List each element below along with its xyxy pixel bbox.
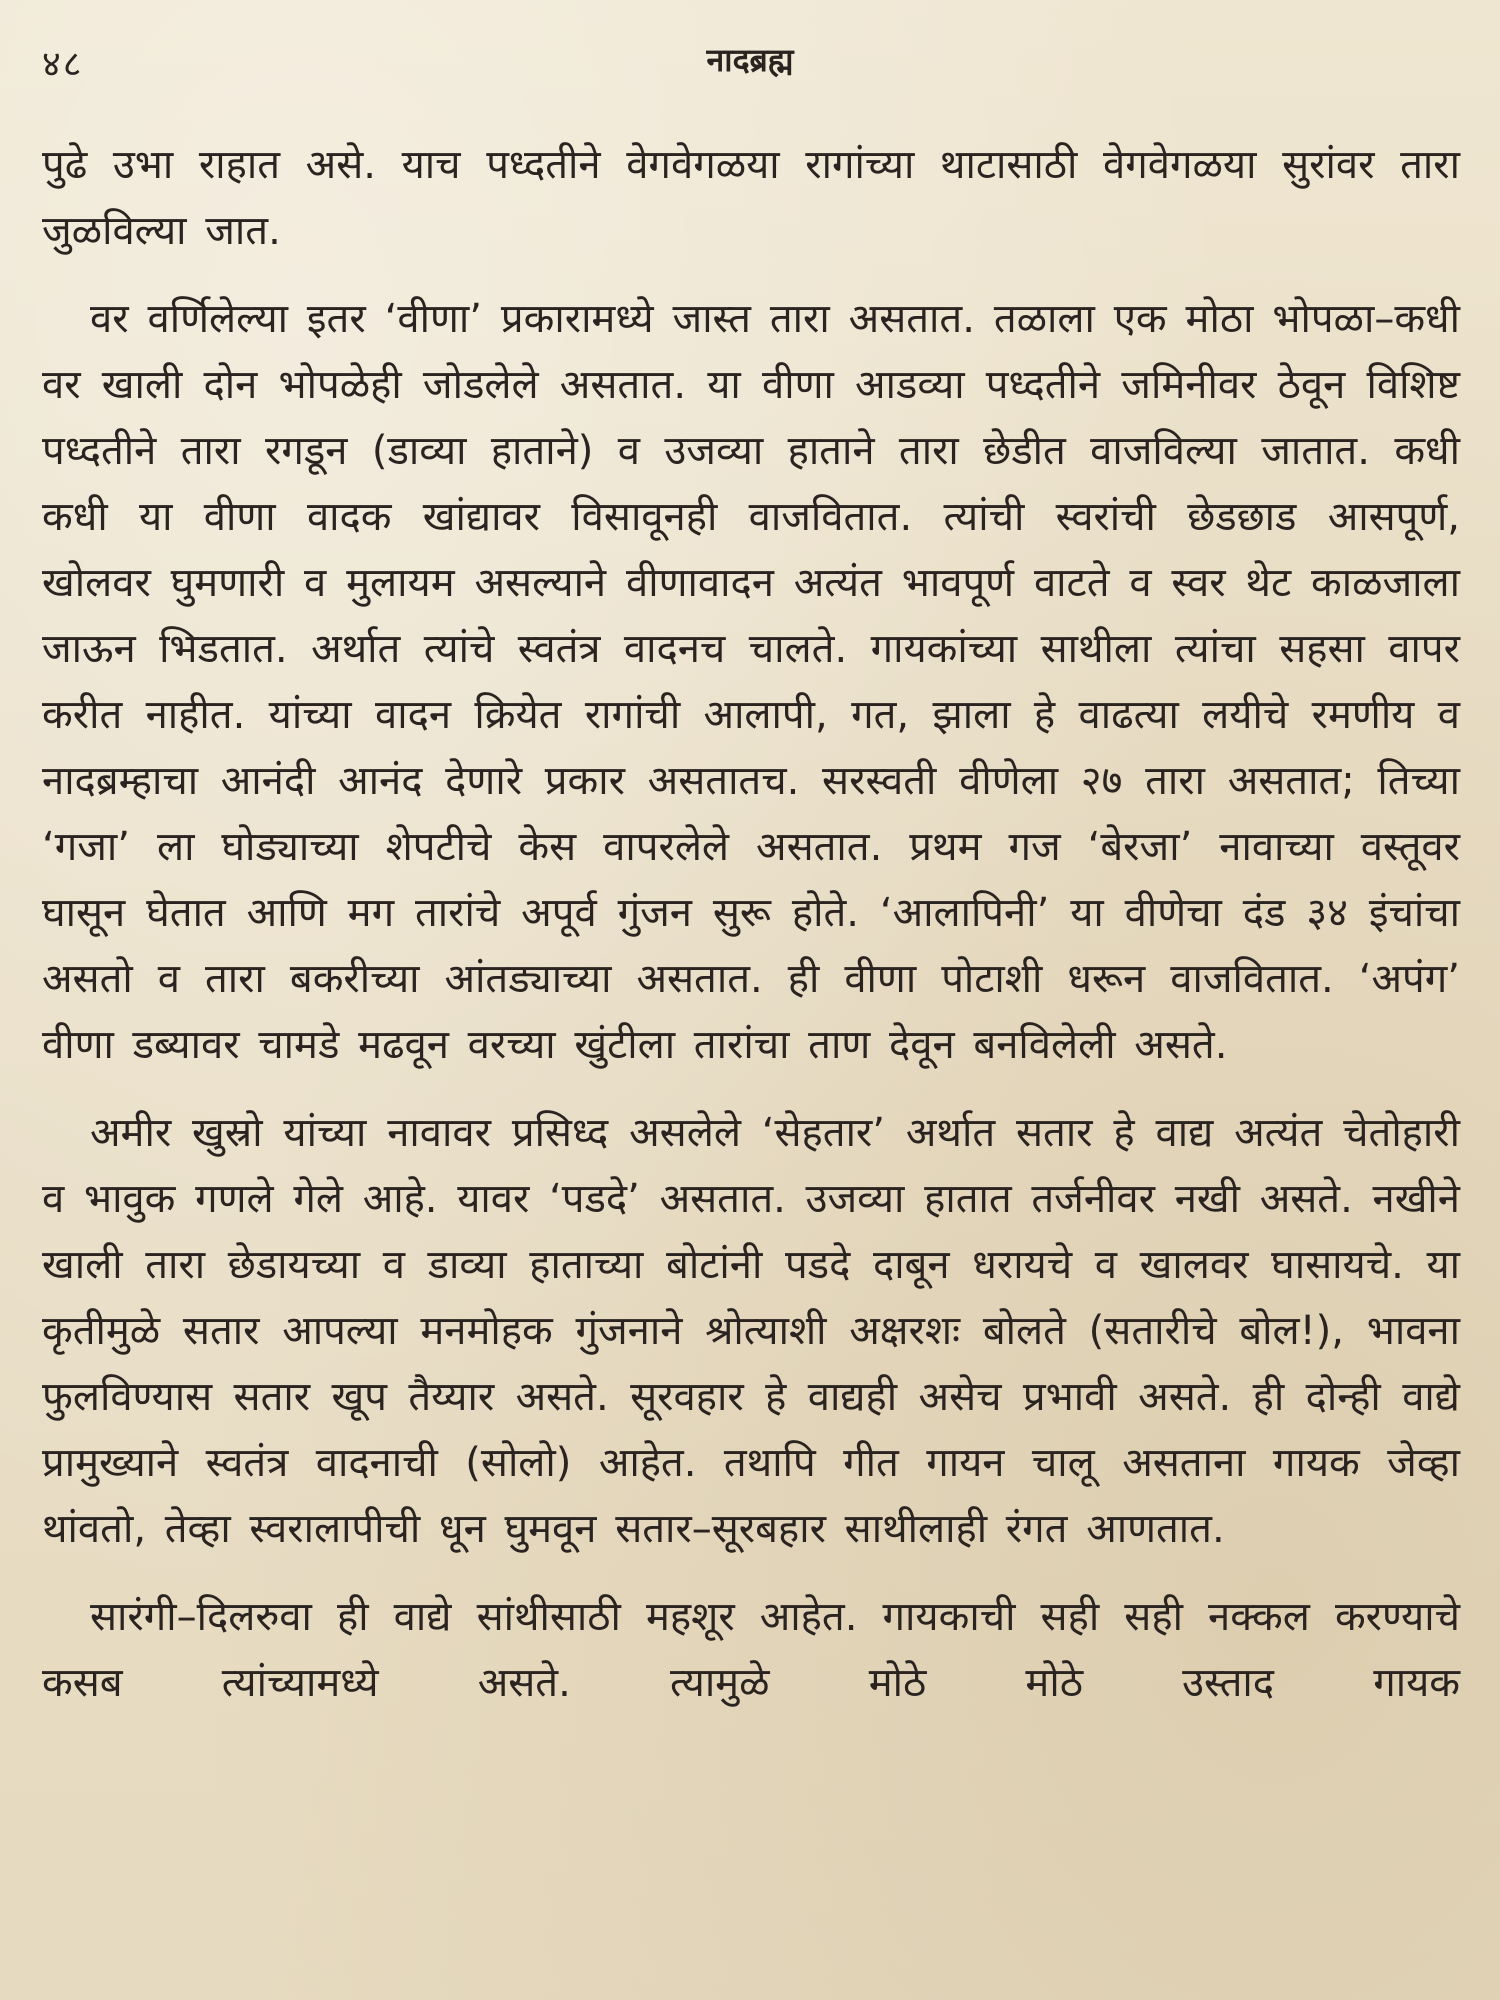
paragraph-veena: वर वर्णिलेल्या इतर ‘वीणा’ प्रकारामध्ये जास्त तारा असतात. तळाला एक मोठा भोपळा–कधी वर खाली दोन भोपळेही जोडलेले असतात. या वीणा आडव्या पध्दतीने जमिनीवर ठेवून विशिष्ट पध्दतीने तारा रगडून (डाव्या हाताने) व उजव्या हाताने तारा छेडीत वाजविल्या जातात. कधी कधी या वीणा वादक खांद्यावर विसावूनही वाजवितात. त्यांची स्वरांची छेडछाड आसपूर्ण, खोलवर घुमणारी व मुलायम असल्याने वीणावादन अत्यंत भावपूर्ण वाटते व स्वर थेट काळजाला जाऊन भिडतात. अर्थात त्यांचे स्वतंत्र वादनच चालते. गायकांच्या साथीला त्यांचा सहसा वापर करीत नाहीत. यांच्या वादन क्रियेत रागांची आलापी, गत, झाला हे वाढत्या लयीचे रमणीय व नादब्रम्हाचा आनंदी आनंद देणारे प्रकार असतातच. सरस्वती वीणेला २७ तारा असतात; तिच्या ‘गजा’ ला घोड्याच्या शेपटीचे केस वापरलेले असतात. प्रथम गज ‘बेरजा’ नावाच्या वस्तूवर घासून घेतात आणि मग तारांचे अपूर्व गुंजन सुरू होते. ‘आलापिनी’ या वीणेचा दंड ३४ इंचांचा असतो व तारा बकरीच्या आंतड्याच्या असतात. ही वीणा पोटाशी धरून वाजवितात. ‘अपंग’ वीणा डब्यावर चामडे मढवून वरच्या खुंटीला तारांचा ताण देवून बनविलेली असते. — [42, 296, 1460, 1068]
paragraph-sitar: अमीर खुस्रो यांच्या नावावर प्रसिध्द असलेले ‘सेहतार’ अर्थात सतार हे वाद्य अत्यंत चेतोहारी व भावुक गणले गेले आहे. यावर ‘पडदे’ असतात. उजव्या हातात तर्जनीवर नखी असते. नखीने खाली तारा छेडायच्या व डाव्या हाताच्या बोटांनी पडदे दाबून धरायचे व खालवर घासायचे. या कृतीमुळे सतार आपल्या मनमोहक गुंजनाने श्रोत्याशी अक्षरशः बोलते (सतारीचे बोल!), भावना फुलविण्यास सतार खूप तैय्यार असते. सूरवहार हे वाद्यही असेच प्रभावी असते. ही दोन्ही वाद्ये प्रामुख्याने स्वतंत्र वादनाची (सोलो) आहेत. तथापि गीत गायन चालू असताना गायक जेव्हा थांवतो, तेव्हा स्वरालापीची धून घुमवून सतार–सूरबहार साथीलाही रंगत आणतात. — [42, 1110, 1460, 1552]
running-title: नादब्रह्म — [706, 41, 794, 79]
paragraph-sarangi: सारंगी–दिलरुवा ही वाद्ये सांथीसाठी महशूर आहेत. गायकाची सही सही नक्कल करण्याचे कसब त्यांच्यामध्ये असते. त्यामुळे मोठे मोठे उस्ताद गायक — [42, 1594, 1460, 1706]
page-header — [0, 38, 1500, 108]
paragraph-continuation: पुढे उभा राहात असे. याच पध्दतीने वेगवेगळया रागांच्या थाटासाठी वेगवेगळया सुरांवर तारा जुळविल्या जात. — [42, 142, 1460, 254]
page-number: ४८ — [42, 44, 84, 85]
body-text — [42, 132, 1460, 1738]
